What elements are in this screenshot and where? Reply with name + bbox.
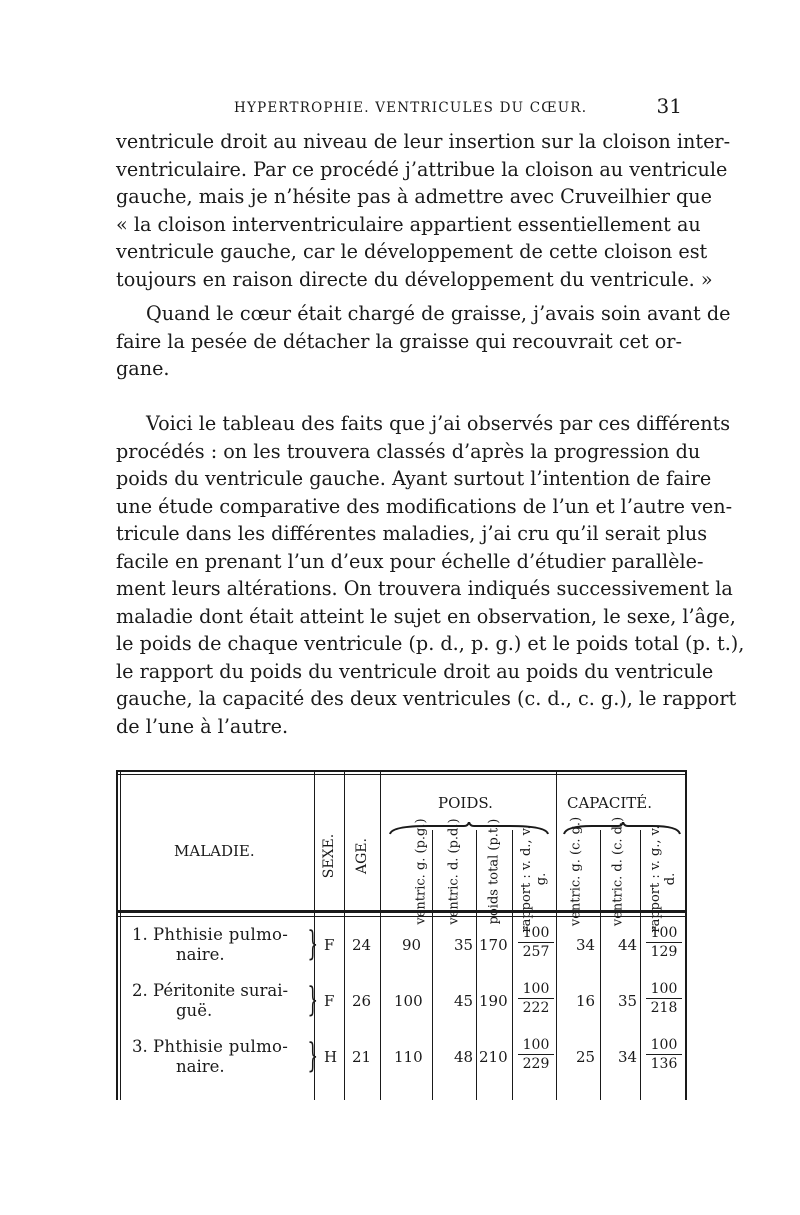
rapport-poids-cell (518, 925, 554, 960)
numerator: 100 (650, 981, 678, 997)
rapport-poids-cell (518, 1037, 554, 1072)
vd-capacite-cell: 44 (618, 936, 638, 954)
table-top-rule-inner (116, 774, 687, 775)
age-cell: 21 (352, 1048, 372, 1066)
vd-poids-cell: 45 (454, 992, 474, 1010)
table-row (116, 925, 687, 981)
fraction-bar (646, 942, 682, 943)
denominator: 136 (650, 1056, 678, 1072)
header-separator (116, 910, 687, 913)
row-number: 2. (132, 981, 148, 1000)
vg-capacite-cell: 16 (576, 992, 596, 1010)
paragraph-1 (116, 128, 731, 293)
age-cell: 24 (352, 936, 372, 954)
fraction-bar (518, 942, 554, 943)
header-maladie: MALADIE. (174, 842, 255, 860)
denominator: 229 (522, 1056, 550, 1072)
text-line: poids du ventricule gauche. Ayant surtout l’intention de faire (116, 467, 712, 490)
sexe-cell: F (324, 992, 335, 1010)
age-cell: 26 (352, 992, 372, 1010)
text-line: le rapport du poids du ventricule droit au poids du ventricule (116, 659, 714, 683)
vg-poids-cell: 100 (394, 992, 423, 1010)
text-line: tricule dans les différentes maladies, j’ai cru qu’il serait plus (116, 522, 708, 545)
text-line: gauche, mais je n’hésite pas à admettre avec Cruveilhier que (116, 185, 712, 208)
rapport-capacite-cell (646, 925, 682, 960)
page-number: 31 (656, 94, 682, 118)
sexe-cell: H (324, 1048, 338, 1066)
header-rapport-poids: rapport : v. d., v. g. (519, 825, 549, 933)
row-number: 3. (132, 1037, 148, 1056)
fraction-bar (646, 1054, 682, 1055)
numerator: 100 (650, 1037, 678, 1053)
header-age: AGE. (354, 838, 370, 874)
maladie-line-1: Phthisie pulmo- (153, 1037, 289, 1056)
brace-icon: } (307, 1036, 319, 1076)
denominator: 218 (650, 1000, 678, 1016)
paragraph-3 (116, 410, 745, 740)
observations-table (116, 770, 687, 1100)
header-separator-inner (116, 916, 687, 917)
maladie-line-2: naire. (176, 1057, 225, 1076)
maladie-cell (132, 1037, 332, 1077)
numerator: 100 (522, 925, 550, 941)
paragraph-2 (116, 300, 731, 383)
vg-poids-cell: 110 (394, 1048, 423, 1066)
header-poids: POIDS. (438, 794, 493, 812)
rapport-poids-cell (518, 981, 554, 1016)
denominator: 129 (650, 944, 678, 960)
brace-icon: } (307, 924, 319, 964)
vd-poids-cell: 35 (454, 936, 474, 954)
header-vg-poids: ventric. g. (p.g.) (413, 818, 429, 925)
maladie-line-2: guë. (176, 1001, 213, 1020)
fraction-bar (646, 998, 682, 999)
vd-poids-cell: 48 (454, 1048, 474, 1066)
maladie-line-1: Péritonite surai- (153, 981, 289, 1000)
sexe-cell: F (324, 936, 335, 954)
vd-capacite-cell: 34 (618, 1048, 638, 1066)
numerator: 100 (522, 1037, 550, 1053)
vg-poids-cell: 90 (402, 936, 422, 954)
text-line: toujours en raison directe du développement du ventricule. » (116, 267, 713, 291)
poids-total-cell: 210 (479, 1048, 508, 1066)
header-vd-poids: ventric. d. (p.d.) (446, 818, 462, 925)
header-rapport-capacite: rapport : v. g., v. d. (648, 825, 678, 933)
text-line: faire la pesée de détacher la graisse qui recouvrait cet or- (116, 329, 682, 353)
maladie-line-2: naire. (176, 945, 225, 964)
table-row (116, 981, 687, 1037)
rapport-capacite-cell (646, 981, 682, 1016)
poids-total-cell: 190 (479, 992, 508, 1010)
fraction-bar (518, 1054, 554, 1055)
header-sexe: SEXE. (321, 833, 337, 879)
table-row (116, 1037, 687, 1093)
vg-capacite-cell: 25 (576, 1048, 596, 1066)
running-title: HYPERTROPHIE. VENTRICULES DU CŒUR. (234, 100, 588, 116)
vd-capacite-cell: 35 (618, 992, 638, 1010)
text-line: maladie dont était atteint le sujet en observation, le sexe, l’âge, (116, 604, 736, 628)
numerator: 100 (650, 925, 678, 941)
header-capacite: CAPACITÉ. (567, 794, 652, 812)
text-line: ment leurs altérations. On trouvera indiqués successivement la (116, 577, 733, 600)
row-number: 1. (132, 925, 148, 944)
brace-icon: } (307, 980, 319, 1020)
fraction-bar (518, 998, 554, 999)
maladie-cell (132, 925, 335, 965)
text-line: procédés : on les trouvera classés d’après la progression du (116, 439, 701, 463)
text-line: de l’une à l’autre. (116, 714, 289, 738)
numerator: 100 (522, 981, 550, 997)
text-line: facile en prenant l’un d’eux pour échelle d’étudier parallèle- (116, 549, 704, 573)
text-line: ventricule gauche, car le développement de cette cloison est (116, 240, 708, 263)
header-poids-total: poids total (p.t.) (486, 818, 502, 925)
header-vd-capacite: ventric. d. (c. d.) (610, 816, 626, 927)
text-line: ventricule droit au niveau de leur insertion sur la cloison inter- (116, 130, 731, 153)
header-vg-capacite: ventric. g. (c. g.) (568, 816, 584, 927)
text-line: Voici le tableau des faits que j’ai observés par ces différents (146, 412, 731, 435)
text-line: gane. (116, 357, 170, 380)
text-line: le poids de chaque ventricule (p. d., p. g.) et le poids total (p. t.), (116, 632, 745, 655)
poids-total-cell: 170 (479, 936, 508, 954)
denominator: 257 (522, 944, 550, 960)
running-header (116, 96, 684, 124)
maladie-line-1: Phthisie pulmo- (153, 925, 289, 944)
denominator: 222 (522, 1000, 550, 1016)
text-line: gauche, la capacité des deux ventricules (c. d., c. g.), le rapport (116, 687, 737, 710)
text-line: Quand le cœur était chargé de graisse, j’avais soin avant de (146, 302, 731, 325)
text-line: « la cloison interventriculaire appartient essentiellement au (116, 212, 701, 236)
maladie-cell (132, 981, 335, 1021)
table-top-rule (116, 770, 687, 772)
text-line: ventriculaire. Par ce procédé j’attribue la cloison au ventricule (116, 157, 728, 181)
text-line: une étude comparative des modifications de l’un et l’autre ven- (116, 494, 733, 518)
rapport-capacite-cell (646, 1037, 682, 1072)
vg-capacite-cell: 34 (576, 936, 596, 954)
